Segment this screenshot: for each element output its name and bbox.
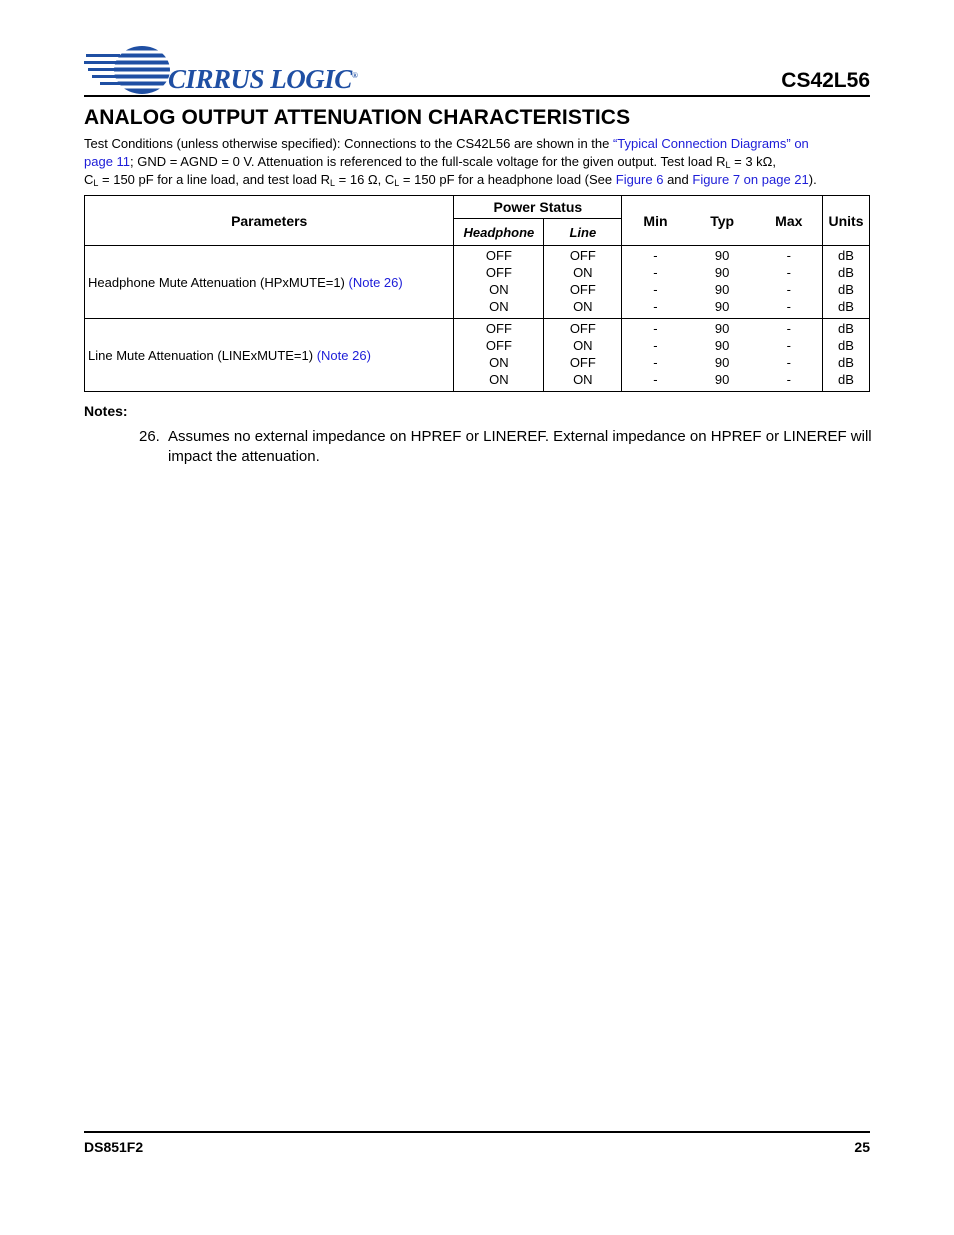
conditions-text: ).	[808, 172, 817, 187]
cell-value: OFF	[485, 338, 512, 353]
footer-rule	[84, 1131, 870, 1133]
max-header: Max	[756, 196, 823, 246]
conditions-text: Test Conditions (unless otherwise specified): Connections to the CS42L56 are shown in the	[84, 136, 613, 151]
cell-value: OFF	[485, 248, 512, 263]
cell-value: ON	[573, 338, 593, 353]
parameter-cell	[85, 319, 454, 392]
conditions-text: = 150 pF for a headphone load (See	[399, 172, 616, 187]
parameter-label: Line Mute Attenuation (LINExMUTE=1)	[88, 347, 317, 363]
cell-value: dB	[838, 265, 854, 280]
note-26-link[interactable]: (Note 26)	[348, 274, 403, 290]
cell-value: ON	[573, 265, 593, 280]
logo-wordmark: CIRRUS LOGIC®	[168, 64, 358, 94]
min-header: Min	[622, 196, 689, 246]
max-cell	[756, 246, 823, 319]
cell-value: 90	[714, 265, 730, 280]
cell-value: -	[653, 321, 658, 336]
conditions-text: and	[663, 172, 693, 187]
cell-value: dB	[838, 299, 854, 314]
cell-value: OFF	[485, 321, 512, 336]
conditions-text: = 150 pF for a line load, and test load R	[98, 172, 331, 187]
cell-value: ON	[489, 372, 509, 387]
cell-value: -	[653, 355, 658, 370]
conditions-line-1	[84, 135, 874, 153]
cell-value: 90	[714, 282, 730, 297]
cell-value: -	[653, 338, 658, 353]
cell-value: -	[653, 265, 658, 280]
conditions-text: ; GND = AGND = 0 V. Attenuation is referenced to the full-scale voltage for the given output. Test load R	[130, 154, 726, 169]
conditions-line-3	[84, 171, 874, 189]
cell-value: -	[653, 282, 658, 297]
cell-value: 90	[714, 321, 730, 336]
headphone-cell	[454, 319, 544, 392]
page-number: 25	[854, 1139, 870, 1155]
min-cell	[622, 246, 689, 319]
cell-value: OFF	[569, 321, 596, 336]
cell-value: -	[653, 299, 658, 314]
max-cell	[756, 319, 823, 392]
cell-value: -	[786, 355, 791, 370]
cell-value: -	[786, 299, 791, 314]
cell-value: ON	[489, 355, 509, 370]
document-id: DS851F2	[84, 1139, 144, 1155]
line-cell	[544, 319, 622, 392]
section-title: ANALOG OUTPUT ATTENUATION CHARACTERISTICS	[84, 106, 631, 129]
conditions-text: = 16 Ω, C	[335, 172, 395, 187]
cell-value: ON	[573, 372, 593, 387]
cell-value: OFF	[569, 355, 596, 370]
cell-value: 90	[714, 299, 730, 314]
figure-6-link[interactable]: Figure 6	[615, 172, 664, 187]
parameter-cell	[85, 246, 454, 319]
typ-header: Typ	[689, 196, 756, 246]
table-row	[85, 319, 870, 392]
cell-value: -	[786, 372, 791, 387]
note-26-link[interactable]: (Note 26)	[316, 347, 371, 363]
part-number: CS42L56	[781, 69, 870, 92]
attenuation-table	[84, 195, 870, 392]
figure-7-link[interactable]: Figure 7 on page 21	[692, 172, 809, 187]
min-cell	[622, 319, 689, 392]
conditions-text: = 3 kΩ,	[730, 154, 777, 169]
parameter-label: Headphone Mute Attenuation (HPxMUTE=1)	[88, 274, 349, 290]
conditions-line-2	[84, 153, 874, 171]
cell-value: ON	[573, 299, 593, 314]
cell-value: 90	[714, 248, 730, 263]
headphone-header: Headphone	[454, 219, 544, 246]
cell-value: 90	[714, 338, 730, 353]
cirrus-logic-logo	[84, 42, 374, 100]
cell-value: -	[786, 282, 791, 297]
note-number: 26.	[139, 428, 160, 445]
cell-value: 90	[714, 372, 730, 387]
cell-value: dB	[838, 338, 854, 353]
table-row	[85, 246, 870, 319]
cell-value: -	[786, 338, 791, 353]
cell-value: -	[653, 372, 658, 387]
subscript-l: L	[330, 178, 336, 188]
conditions-text: C	[84, 172, 94, 187]
connection-diagrams-link[interactable]: “Typical Connection Diagrams” on	[612, 136, 809, 151]
subscript-l: L	[725, 160, 731, 170]
cell-value: dB	[838, 282, 854, 297]
cell-value: 90	[714, 355, 730, 370]
line-cell	[544, 246, 622, 319]
page-11-link[interactable]: page 11	[84, 154, 131, 169]
subscript-l: L	[394, 178, 400, 188]
cell-value: OFF	[569, 282, 596, 297]
cell-value: -	[653, 248, 658, 263]
cell-value: OFF	[569, 248, 596, 263]
note-26	[139, 427, 874, 467]
table-header-row	[85, 196, 870, 219]
cell-value: ON	[489, 299, 509, 314]
line-header: Line	[544, 219, 622, 246]
cell-value: OFF	[485, 265, 512, 280]
cell-value: -	[786, 265, 791, 280]
cell-value: dB	[838, 372, 854, 387]
units-cell	[822, 246, 869, 319]
cell-value: -	[786, 248, 791, 263]
power-status-header: Power Status	[454, 196, 622, 219]
cell-value: dB	[838, 248, 854, 263]
headphone-cell	[454, 246, 544, 319]
subscript-l: L	[93, 178, 99, 188]
cell-value: ON	[489, 282, 509, 297]
note-text: Assumes no external impedance on HPREF or LINEREF. External impedance on HPREF or LINEREF will impact the attenuation.	[168, 428, 872, 465]
notes-heading: Notes:	[84, 403, 128, 419]
typ-cell	[689, 319, 756, 392]
typ-cell	[689, 246, 756, 319]
cell-value: -	[786, 321, 791, 336]
test-conditions	[84, 135, 874, 189]
cell-value: dB	[838, 355, 854, 370]
cell-value: dB	[838, 321, 854, 336]
header-rule	[84, 95, 870, 97]
units-header: Units	[822, 196, 869, 246]
units-cell	[822, 319, 869, 392]
parameters-header: Parameters	[85, 196, 454, 246]
